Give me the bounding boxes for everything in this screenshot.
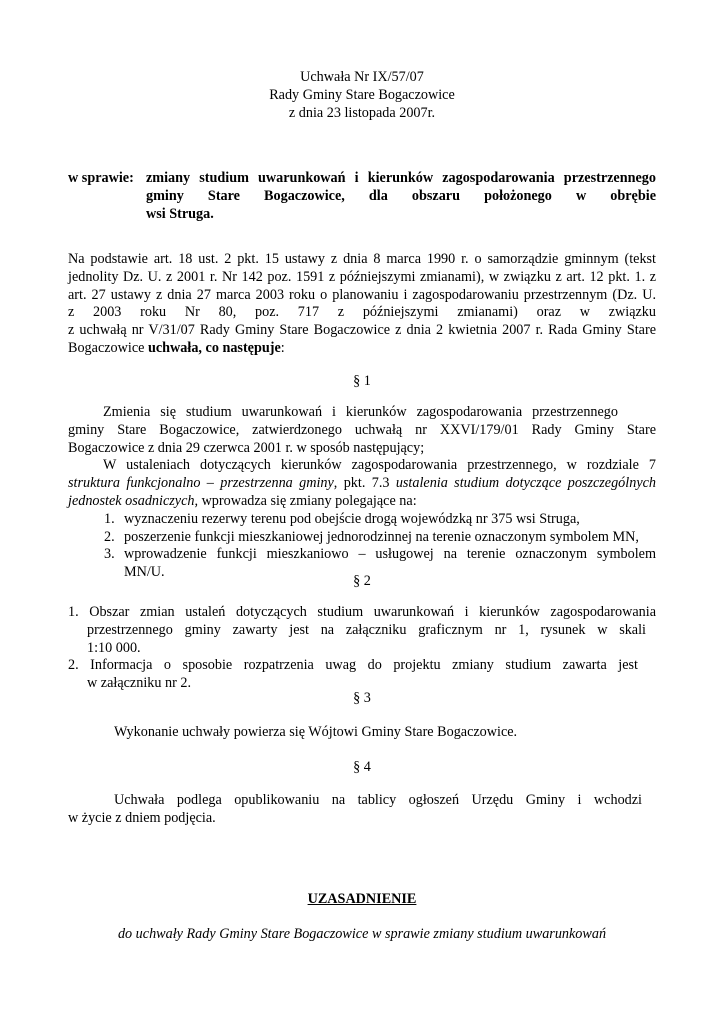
section-2-line: w załączniku nr 2. (87, 675, 191, 692)
justification-title: UZASADNIENIE (307, 891, 417, 907)
section-1-line (68, 493, 656, 511)
section-4-title: § 4 (353, 759, 371, 775)
section-1-line: gminy Stare Bogaczowice, zatwierdzonego uchwałą nr XXVI/179/01 Rady Gminy Stare (68, 421, 656, 438)
list-item (68, 546, 656, 564)
preamble-line: z 2003 roku Nr 80, poz. 717 z późniejszymi zmianami) oraz w związku (68, 304, 656, 321)
list-item (68, 529, 656, 547)
list-text: wyznaczeniu rezerwy terenu pod obejście drogą wojewódzką nr 375 wsi Struga, (124, 510, 580, 527)
section-3-line: Wykonanie uchwały powierza się Wójtowi Gminy Stare Bogaczowice. (114, 724, 518, 740)
list-number: 1. (104, 510, 115, 527)
list-text-cont: MN/U. (124, 564, 165, 581)
section-2-title: § 2 (353, 573, 371, 589)
preamble-text: Bogaczowice (68, 339, 148, 356)
subject-line: wsi Struga. (146, 205, 214, 222)
resolution-number: Uchwała Nr IX/57/07 (300, 69, 424, 85)
section-1-line (68, 475, 656, 493)
section-2-line: 2. Informacja o sposobie rozpatrzenia uwag do projektu zmiany studium zawarta jest (68, 657, 638, 674)
section-1-line: Bogaczowice z dnia 29 czerwca 2001 r. w sposób następujący; (68, 439, 425, 456)
section-1-body (68, 404, 656, 582)
list-text: poszerzenie funkcji mieszkaniowej jednorodzinnej na terenie oznaczonym symbolem MN, (124, 528, 639, 545)
resolution-header (0, 69, 724, 122)
point-name-cont: jednostek osadniczych, (68, 492, 199, 509)
subject-block (68, 170, 656, 223)
section-1-line: Zmienia się studium uwarunkowań i kierunków zagospodarowania przestrzennego (103, 404, 618, 420)
resolution-date: z dnia 23 listopada 2007r. (288, 104, 436, 121)
preamble-line: z uchwałą nr V/31/07 Rady Gminy Stare Bogaczowice z dnia 2 kwietnia 2007 r. Rada Gminy Stare (68, 322, 656, 339)
section-1-title: § 1 (353, 373, 371, 389)
section-1-text: , pkt. 7.3 (333, 475, 396, 492)
list-number: 3. (104, 546, 115, 563)
justification-subtitle: do uchwały Rady Gminy Stare Bogaczowice w sprawie zmiany studium uwarunkowań (117, 926, 607, 942)
section-4-body (68, 792, 656, 828)
subject-line: gminy Stare Bogaczowice, dla obszaru położonego w obrębie (146, 187, 656, 204)
subject-line: zmiany studium uwarunkowań i kierunków zagospodarowania przestrzennego (146, 170, 656, 186)
preamble-decision: uchwała, co następuje (147, 339, 281, 356)
section-2-body (68, 604, 656, 693)
preamble-line: Na podstawie art. 18 ust. 2 pkt. 15 ustawy z dnia 8 marca 1990 r. o samorządzie gminnym (tekst (68, 251, 656, 267)
section-1-line: W ustaleniach dotyczących kierunków zagospodarowania przestrzennego, w rozdziale 7 (103, 457, 656, 474)
point-name: ustalenia studium dotyczące poszczególnych (395, 475, 657, 492)
list-item (68, 511, 656, 529)
section-4-line: w życie z dniem podjęcia. (68, 809, 216, 826)
section-3-title: § 3 (353, 690, 371, 706)
section-2-line: przestrzennego gminy zawarty jest na załączniku graficznym nr 1, rysunek w skali (87, 621, 646, 638)
list-number: 2. (104, 528, 115, 545)
section-4-line: Uchwała podlega opublikowaniu na tablicy ogłoszeń Urzędu Gminy i wchodzi (114, 792, 642, 808)
section-2-line: 1. Obszar zmian ustaleń dotyczących studium uwarunkowań i kierunków zagospodarowania (68, 604, 656, 620)
subject-label: w sprawie: (68, 170, 134, 186)
section-3-body (68, 724, 656, 742)
preamble (68, 251, 656, 358)
chapter-name: struktura funkcjonalno – przestrzenna gminy (68, 475, 334, 492)
preamble-line (68, 340, 656, 358)
preamble-line: art. 27 ustawy z dnia 27 marca 2003 roku o planowaniu i zagospodarowaniu przestrzennym (Dz. U. (68, 286, 656, 303)
section-1-text: wprowadza się zmiany polegające na: (198, 492, 417, 509)
council-name: Rady Gminy Stare Bogaczowice (269, 86, 455, 103)
preamble-line: jednolity Dz. U. z 2001 r. Nr 142 poz. 1591 z późniejszymi zmianami), w związku z art. 12 pkt. 1. z (68, 268, 656, 285)
section-2-line: 1:10 000. (87, 639, 141, 656)
preamble-text: : (280, 339, 285, 356)
list-text: wprowadzenie funkcji mieszkaniowo – usługowej na terenie oznaczonym symbolem (124, 546, 656, 563)
